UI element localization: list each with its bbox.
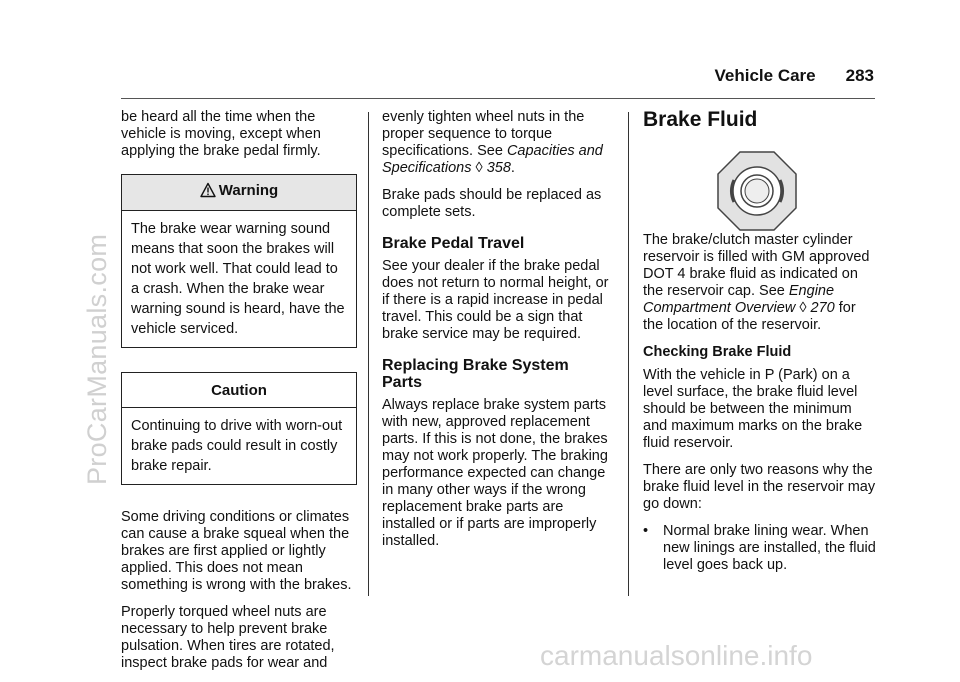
column-1 [121, 109, 357, 682]
bullet-text: Normal brake lining wear. When new linings are installed, the fluid level goes back up. [663, 523, 876, 573]
page-ref-icon: ◊ [475, 160, 483, 176]
engine-compartment-page-ref[interactable]: 270 [810, 300, 835, 316]
col1-intro: be heard all the time when the vehicle is moving, except when applying the brake pedal firmly. [121, 109, 321, 159]
side-watermark-text: ProCarManuals.com [82, 233, 112, 485]
caution-text: Continuing to drive with worn-out brake pads could result in costly brake repair. [131, 418, 343, 474]
header-rule [121, 98, 875, 99]
warning-title-bar [122, 175, 356, 211]
caution-box [121, 372, 357, 485]
page-header [715, 66, 875, 86]
capacities-link[interactable]: Capacities and Specifications [382, 143, 603, 176]
checking-brake-fluid-heading: Checking Brake Fluid [643, 344, 792, 360]
col3-paragraph-1-text: The brake/clutch master cylinder reservoir is filled with GM approved DOT 4 brake fluid as indicated on the reservoir cap. See [643, 232, 870, 299]
col3-paragraph-1 [643, 232, 877, 334]
warning-text: The brake wear warning sound means that soon the brakes will not work well. That could lead to a crash. When the brake wear warning sound is heard, have the vehicle serviced. [131, 221, 345, 337]
col2-paragraph-2: Brake pads should be replaced as complete sets. [382, 187, 602, 220]
brake-fluid-heading: Brake Fluid [643, 108, 758, 131]
col1-paragraph-1: Some driving conditions or climates can cause a brake squeal when the brakes are first applied or lightly applied. This does not mean something is wrong with the brakes. [121, 509, 352, 593]
brake-pedal-travel-heading: Brake Pedal Travel [382, 235, 525, 252]
col3-paragraph-2: With the vehicle in P (Park) on a level surface, the brake fluid level should be between the minimum and maximum marks on the brake fluid reservoir. [643, 367, 863, 451]
list-item [643, 523, 877, 574]
section-title: Vehicle Care [714, 66, 816, 85]
caution-title: Caution [122, 373, 356, 408]
col3-paragraph-3: There are only two reasons why the brake fluid level in the reservoir may go down: [643, 462, 876, 512]
bullet-icon: • [643, 523, 649, 539]
replacing-brake-parts-heading: Replacing Brake System Parts [382, 357, 569, 391]
col2-paragraph-4: Always replace brake system parts with new, approved replacement parts. If this is not done, the brakes may not work properly. The braking performance expected can change in many other ways if the wrong replacement brake parts are installed or if parts are improperly installed. [382, 397, 608, 549]
warning-triangle-icon [200, 182, 216, 202]
column-3 [643, 109, 877, 574]
brake-fluid-symbol-icon [716, 150, 798, 232]
page-ref-icon: ◊ [799, 300, 807, 316]
capacities-page-ref[interactable]: 358 [486, 160, 511, 176]
column-divider-right [628, 112, 629, 596]
col2-paragraph-1-text: evenly tighten wheel nuts in the proper sequence to torque specifications. See [382, 109, 585, 159]
page-number: 283 [845, 66, 874, 85]
engine-compartment-link[interactable]: Engine Compartment Overview [643, 283, 835, 316]
col2-paragraph-3: See your dealer if the brake pedal does not return to normal height, or if there is a rapid increase in pedal travel. This could be a sign that brake service may be required. [382, 258, 609, 342]
col2-paragraph-1 [382, 109, 612, 177]
column-2 [382, 109, 612, 560]
bottom-watermark: carmanualsonline.info [540, 640, 813, 671]
warning-box [121, 174, 357, 348]
col2-paragraph-1-end: . [510, 160, 515, 176]
column-divider-left [368, 112, 369, 596]
col1-paragraph-2: Properly torqued wheel nuts are necessary to help prevent brake pulsation. When tires are rotated, inspect brake pads for wear and [121, 604, 335, 671]
col3-paragraph-1-end: for the location of the reservoir. [643, 300, 856, 333]
warning-title: Warning [218, 182, 279, 199]
